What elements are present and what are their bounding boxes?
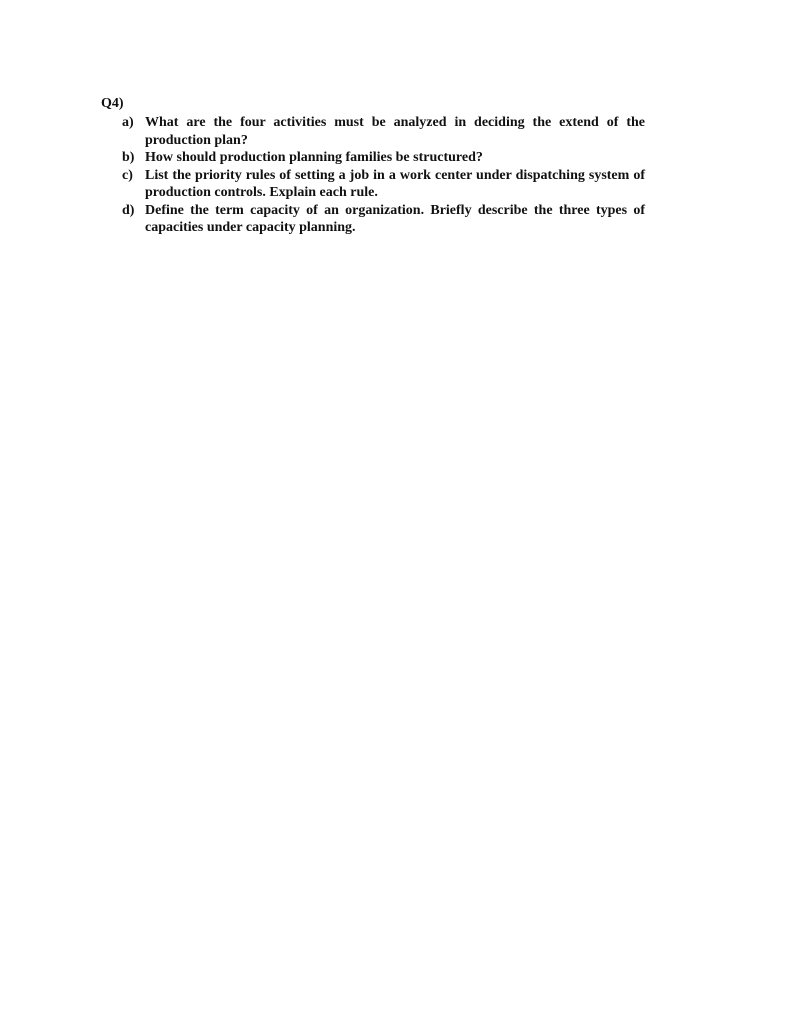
question-parts-list xyxy=(101,114,661,237)
part-marker: a) xyxy=(122,115,134,130)
part-marker: d) xyxy=(122,202,135,218)
question-part-c xyxy=(101,167,661,202)
part-text: What are the four activities must be analyzed in deciding the extend of the production plan? xyxy=(145,115,645,148)
part-marker: b) xyxy=(122,150,135,165)
part-text: Define the term capacity of an organization. Briefly describe the three types of capacities under capacity planning. xyxy=(145,202,645,235)
question-part-d xyxy=(101,202,661,237)
question-part-a xyxy=(101,114,661,149)
question-part-b xyxy=(101,149,661,167)
part-text: How should production planning families be structured? xyxy=(145,150,483,165)
question-block xyxy=(101,95,661,237)
part-text: List the priority rules of setting a job in a work center under dispatching system of production controls. Explain each rule. xyxy=(145,167,645,200)
part-marker: c) xyxy=(122,167,133,183)
question-number: Q4) xyxy=(101,96,124,111)
